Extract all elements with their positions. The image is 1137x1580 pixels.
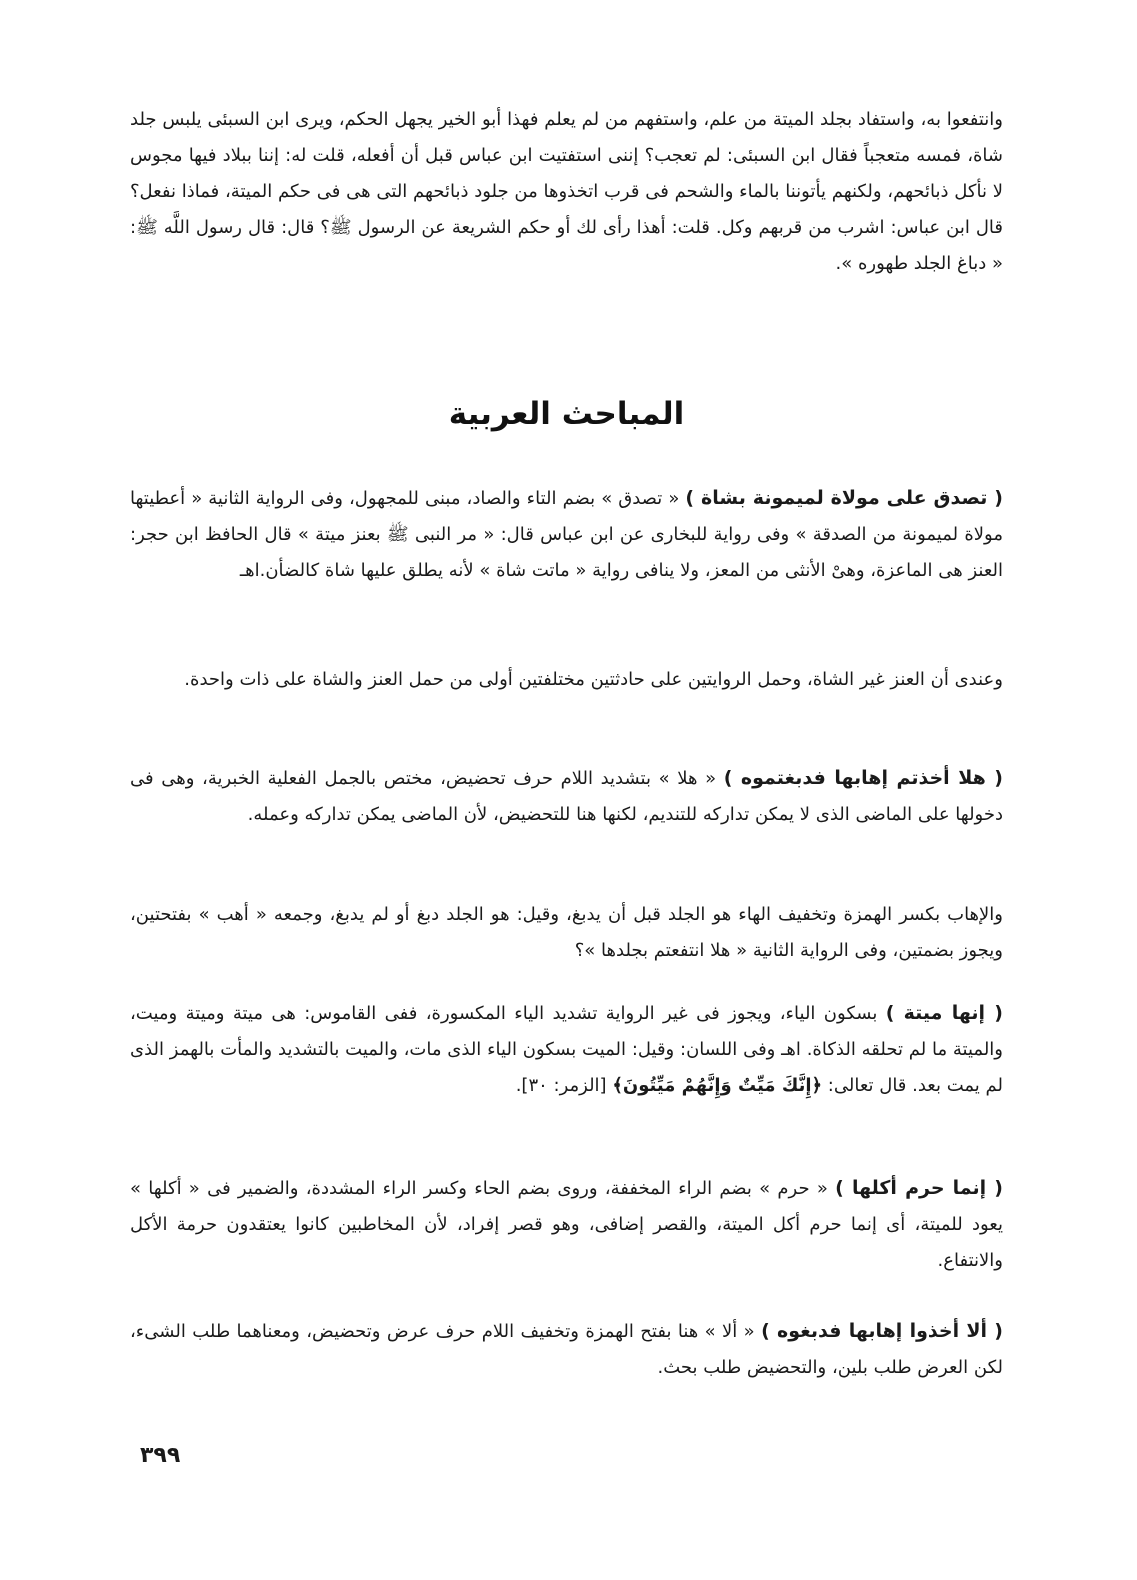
paragraph-innaha-maytah (130, 995, 1003, 1104)
section-heading: المباحث العربية (448, 396, 685, 432)
paragraph-term: ( هلا أخذتم إهابها فدبغتموه ) (723, 767, 1003, 789)
paragraph-body: « حرم » بضم الراء المخففة، وروى بضم الحاء وكسر الراء المشددة، والضمير فى « أكلها » يعود للميتة، أى إنما حرم أكل الميتة، والقصر إضافى، وهو قصر إفراد، لأن المخاطبين كانوا يعتقدون حرمة الأكل والانتفاع. (130, 1178, 1003, 1271)
paragraph-body: « تصدق » بضم التاء والصاد، مبنى للمجهول، وفى الرواية الثانية « أعطيتها مولاة لميمونة من الصدقة » وفى رواية للبخارى عن ابن عباس قال: « مر النبى ﷺ بعنز ميتة » قال الحافظ ابن حجر: العنز هى الماعزة، وهىْ الأنثى من المعز، ولا ينافى رواية « ماتت شاة » لأنه يطلق عليها شاة كالضأن.اهـ (130, 488, 1003, 581)
page-number: ٣٩٩ (140, 1443, 181, 1468)
paragraph-term: ( تصدق على مولاة لميمونة بشاة ) (685, 487, 1003, 509)
paragraph-body: وعندى أن العنز غير الشاة، وحمل الروايتين على حادثتين مختلفتين أولى من حمل العنز والشاة على ذات واحدة. (184, 669, 1003, 690)
paragraph-term: ( إنما حرم أكلها ) (835, 1177, 1003, 1199)
paragraph-body: والإهاب بكسر الهمزة وتخفيف الهاء هو الجلد قبل أن يدبغ، وقيل: هو الجلد دبغ أو لم يدبغ، وجمعه « أهب » بفتحتين، ويجوز بضمتين، وفى الرواية الثانية « هلا انتفعتم بجلدها »؟ (130, 904, 1003, 961)
paragraph-tasaddaqa (130, 480, 1003, 589)
paragraph-halla (130, 760, 1003, 833)
paragraph-ala-akhadhu (130, 1313, 1003, 1386)
paragraph-innama-hurrima (130, 1170, 1003, 1279)
quran-reference: [الزمر: ٣٠]. (515, 1075, 607, 1096)
paragraph-body: بسكون الياء، ويجوز فى غير الرواية تشديد الياء المكسورة، ففى القاموس: هى ميتة وميتة وميت، والميتة ما لم تحلقه الذكاة. اهـ وفى اللسان: وقيل: الميت بسكون الياء الذى مات، والميت بالتشديد والمأت بالهمز الذى لم يمت بعد. قال تعالى: (130, 1003, 1003, 1096)
paragraph-term: ( ألا أخذوا إهابها فدبغوه ) (761, 1320, 1003, 1342)
paragraph-body: « هلا » بتشديد اللام حرف تحضيض، مختص بالجمل الفعلية الخبرية، وهى فى دخولها على الماضى الذى لا يمكن تداركه للتنديم، لكنها هنا للتحضيض، لأن الماضى يمكن تداركه وعمله. (130, 768, 1003, 825)
paragraph-commentary (130, 662, 1003, 698)
intro-paragraph-text: وانتفعوا به، واستفاد بجلد الميتة من علم، واستفهم من لم يعلم فهذا أبو الخير يجهل الحكم، ويرى ابن السبئى يلبس جلد شاة، فمسه متعجباً فقال ابن السبئى: لم تعجب؟ إننى استفتيت ابن عباس قبل أن أفعله، قلت له: إننا ببلاد فيها مجوس لا نأكل ذبائحهم، ولكنهم يأتوننا بالماء والشحم فى قرب اتخذوها من جلود ذبائحهم التى هى فى حكم الميتة، فماذا نفعل؟ قال ابن عباس: اشرب من قربهم وكل. قلت: أهذا رأى لك أو حكم الشريعة عن الرسول ﷺ؟ قال: قال رسول اللَّه ﷺ: « دباغ الجلد طهوره ». (130, 109, 1003, 274)
quran-verse: ﴿إِنَّكَ مَيِّتٌ وَإِنَّهُمْ مَيِّتُونَ﴾ (612, 1075, 823, 1096)
intro-paragraph (130, 102, 1003, 282)
paragraph-ihab (130, 897, 1003, 969)
paragraph-body: « ألا » هنا بفتح الهمزة وتخفيف اللام حرف عرض وتحضيض، ومعناهما طلب الشىء، لكن العرض طلب بلين، والتحضيض طلب بحث. (130, 1321, 1003, 1378)
paragraph-term: ( إنها ميتة ) (885, 1002, 1003, 1024)
